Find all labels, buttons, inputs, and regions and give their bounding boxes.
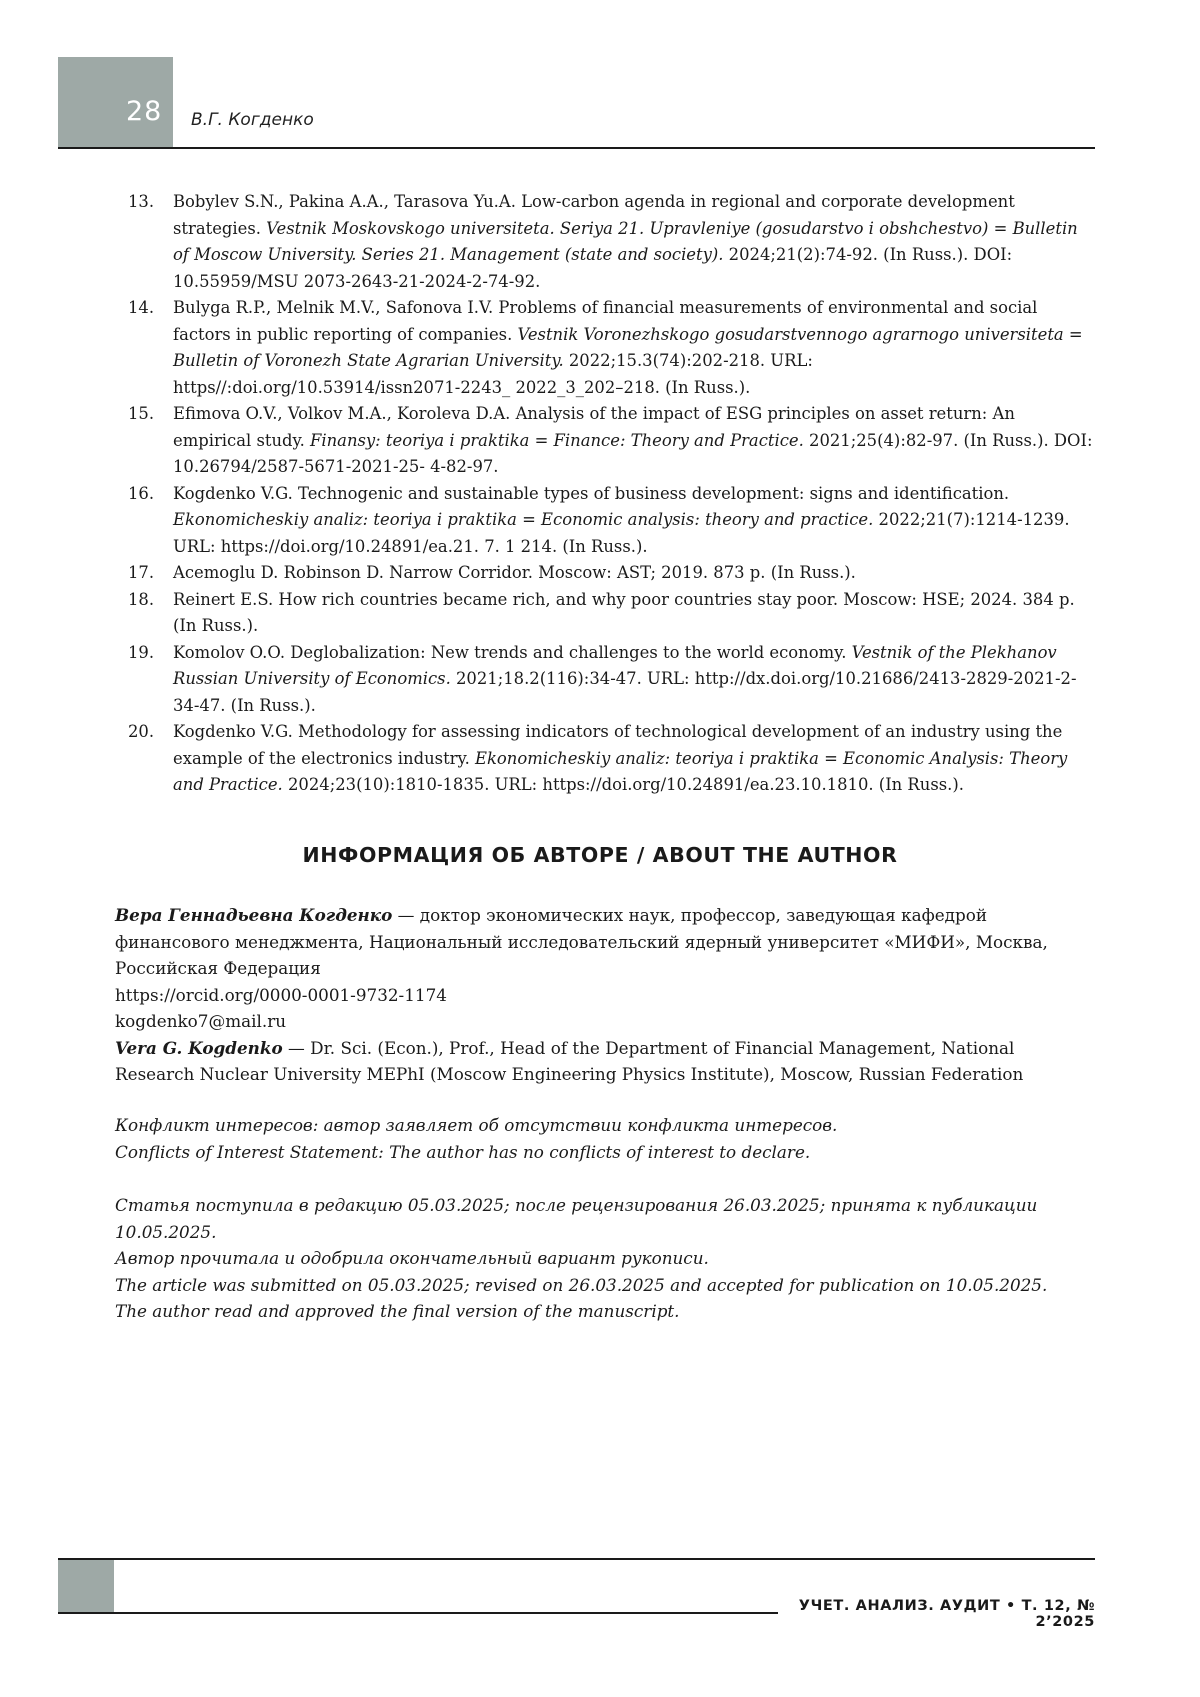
submission-dates (115, 1192, 1097, 1325)
reference-text: Kogdenko V.G. Technogenic and sustainable types of business development: signs and identification. (173, 483, 1010, 503)
reference-number: 20. (128, 722, 155, 741)
reference-source: Finansy: teoriya i praktika = Finance: Theory and Practice. (310, 430, 804, 450)
reference-number: 18. (128, 589, 155, 609)
reference-details: 2024;23(10):1810-1835. URL: https://doi.org/10.24891/ea.23.10.1810. (In Russ.). (282, 775, 964, 794)
author-desc-ru: — доктор экономических наук, профессор, заведующая кафедрой финансового менеджмента, Национальный исследовательский ядерный университет «МИФИ», Москва, Российская Федерация (115, 905, 1048, 978)
reference-source: Vestnik of the Plekhanov Russian University of Economics. (173, 642, 1057, 688)
dates-ru: Статья поступила в редакцию 05.03.2025; после рецензирования 26.03.2025; принята к публикации 10.05.2025. (115, 1195, 1038, 1242)
reference-number: 15. (128, 404, 155, 423)
reference-item (128, 587, 1098, 640)
reference-number: 17. (128, 563, 155, 582)
reference-source: Ekonomicheskiy analiz: teoriya i praktika = Economic analysis: theory and practice. (173, 510, 874, 529)
reference-text: Reinert E.S. How rich countries became rich, and why poor countries stay poor. Moscow: HSE; 2024. 384 p. (In Russ.). (173, 589, 1075, 635)
header-rule (58, 147, 1095, 149)
reference-number: 16. (128, 483, 155, 503)
reference-details: 2021;18.2(116):34-47. URL: http://dx.doi.org/10.21686/2413-2829-2021-2-34-47. (In Russ.). (173, 669, 1077, 715)
reference-number: 13. (128, 192, 155, 211)
author-email[interactable]: kogdenko7@mail.ru (115, 1011, 287, 1031)
author-ru (115, 902, 1097, 982)
reference-item (128, 189, 1098, 295)
reference-text: Bobylev S.N., Pakina A.A., Tarasova Yu.A. Low-carbon agenda in regional and corporate development strategies. (173, 192, 1015, 238)
reference-source: Vestnik Voronezhskogo gosudarstvennogo agrarnogo universiteta = Bulletin of Voronezh State Agrarian University. (173, 324, 1083, 370)
author-info (115, 902, 1097, 1088)
about-author-title: ИНФОРМАЦИЯ ОБ АВТОРЕ / ABOUT THE AUTHOR (302, 843, 898, 867)
author-orcid[interactable]: https://orcid.org/0000-0001-9732-1174 (115, 984, 447, 1005)
author-name-en: Vera G. Kogdenko (115, 1037, 283, 1058)
journal-footer: УЧЕТ. АНАЛИЗ. АУДИТ • Т. 12, № 2’2025 (798, 1598, 1095, 1630)
reference-item (128, 481, 1098, 561)
reference-number: 19. (128, 642, 155, 662)
author-desc-en: — Dr. Sci. (Econ.), Prof., Head of the Department of Financial Management, National Research Nuclear University MEPhI (Moscow Engineering Physics Institute), Moscow, Russian Federation (115, 1037, 1024, 1084)
conflict-en: Conflicts of Interest Statement: The author has no conflicts of interest to declare. (115, 1141, 811, 1162)
footer-rule (58, 1612, 778, 1614)
reference-item (128, 560, 1098, 587)
reference-text: Efimova O.V., Volkov M.A., Koroleva D.A. Analysis of the impact of ESG principles on asset return: An empirical study. (173, 404, 1015, 450)
reference-source: Vestnik Moskovskogo universiteta. Seriya 21. Upravleniye (gosudarstvo i obshchestvo) = Bulletin of Moscow University. Series 21. Management (state and society). (173, 218, 1078, 264)
reference-source: Ekonomicheskiy analiz: teoriya i praktika = Economic Analysis: Theory and Practice. (173, 748, 1068, 794)
reference-text: Kogdenko V.G. Methodology for assessing indicators of technological development of an industry using the example of the electronics industry. (173, 722, 1063, 768)
conflict-statement (115, 1112, 1097, 1165)
footer-rule-top (58, 1558, 1095, 1560)
reference-details: 2022;15.3(74):202-218. URL: https//:doi.org/10.53914/issn2071-2243_ 2022_3_202–218. (In Russ.). (173, 351, 813, 397)
approval-en: The author read and approved the final version of the manuscript. (115, 1301, 680, 1321)
dates-en: The article was submitted on 05.03.2025; revised on 26.03.2025 and accepted for publication on 10.05.2025. (115, 1274, 1048, 1295)
reference-number: 14. (128, 298, 155, 317)
reference-text: Acemoglu D. Robinson D. Narrow Corridor. Moscow: AST; 2019. 873 p. (In Russ.). (173, 563, 856, 582)
footer-color-block (58, 1560, 114, 1612)
reference-list (128, 189, 1098, 799)
running-head: В.Г. Когденко (191, 110, 314, 130)
reference-item (128, 719, 1098, 799)
author-en (115, 1035, 1097, 1088)
reference-item (128, 295, 1098, 401)
approval-ru: Автор прочитала и одобрила окончательный вариант рукописи. (115, 1248, 709, 1268)
reference-item (128, 401, 1098, 481)
reference-text: Bulyga R.P., Melnik M.V., Safonova I.V. Problems of financial measurements of environmental and social factors in public reporting of companies. (173, 298, 1038, 344)
page-number: 28 (126, 96, 163, 127)
reference-details: 2022;21(7):1214-1239. URL: https://doi.org/10.24891/ea.21. 7. 1 214. (In Russ.). (173, 510, 1070, 556)
reference-details: 2024;21(2):74-92. (In Russ.). DOI: 10.55959/MSU 2073-2643-21-2024-2-74-92. (173, 245, 1013, 291)
author-name-ru: Вера Геннадьевна Когденко (115, 905, 393, 925)
reference-text: Komolov O.O. Deglobalization: New trends and challenges to the world economy. (173, 642, 852, 662)
reference-item (128, 640, 1098, 720)
reference-details: 2021;25(4):82-97. (In Russ.). DOI: 10.26794/2587-5671-2021-25- 4-82-97. (173, 430, 1093, 476)
conflict-ru: Конфликт интересов: автор заявляет об отсутствии конфликта интересов. (115, 1115, 838, 1135)
